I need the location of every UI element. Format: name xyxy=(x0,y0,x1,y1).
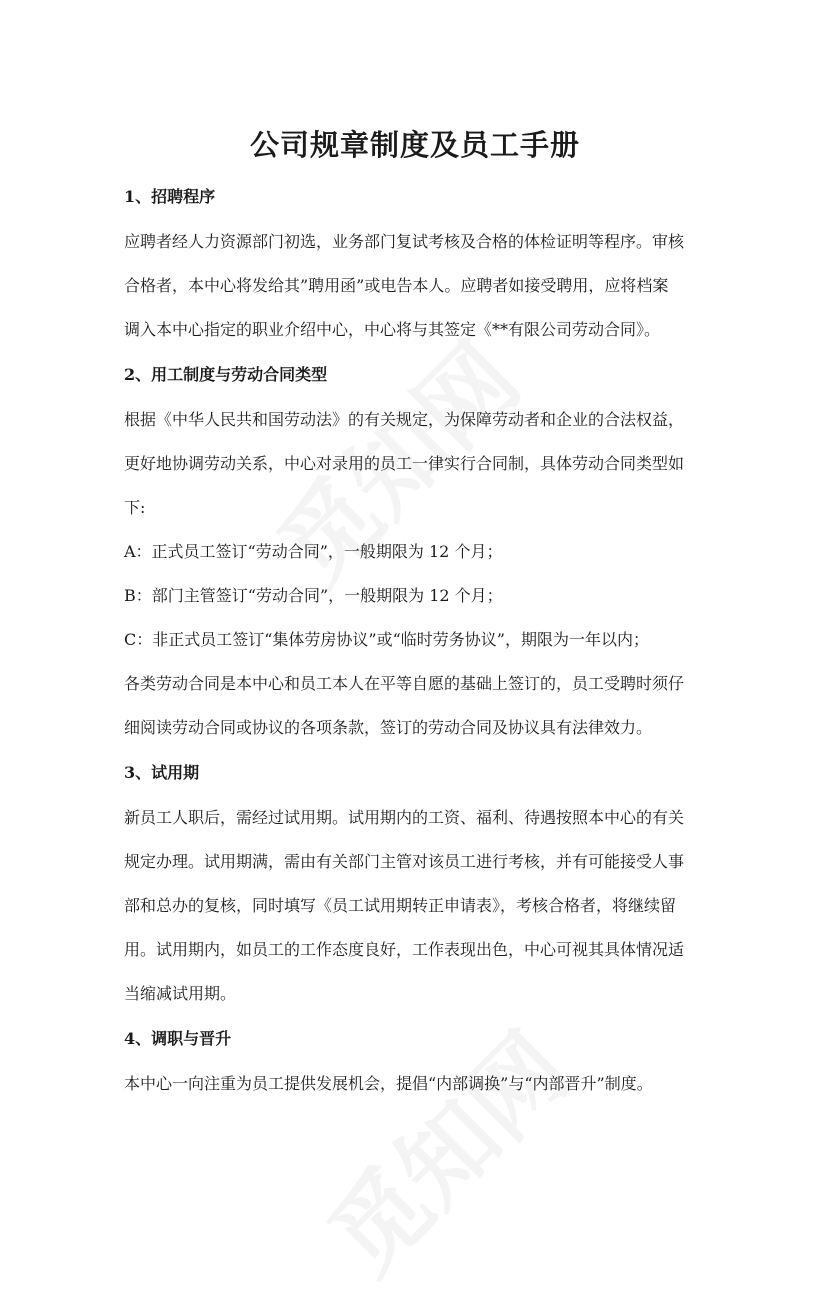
body-line: 应聘者经人力资源部门初选，业务部门复试考核及合格的体检证明等程序。审核 xyxy=(124,232,685,251)
body-line: B：部门主管签订“劳动合同”，一般期限为 12 个月； xyxy=(124,586,503,605)
body-line: 调入本中心指定的职业介绍中心，中心将与其签定《**有限公司劳动合同》。 xyxy=(124,320,661,339)
body-line: 部和总办的复核，同时填写《员工试用期转正申请表》，考核合格者，将继续留 xyxy=(124,896,677,915)
body-line: 细阅读劳动合同或协议的各项条款，签订的劳动合同及协议具有法律效力。 xyxy=(124,718,653,737)
section-heading: 4、调职与晋升 xyxy=(124,1029,232,1048)
section-body xyxy=(124,398,710,750)
body-line: C：非正式员工签订“集体劳房协议”或“临时劳务协议”，期限为一年以内； xyxy=(124,630,649,649)
body-line: 当缩减试用期。 xyxy=(124,984,237,1003)
body-line: 用。试用期内，如员工的工作态度良好，工作表现出色，中心可视其具体情况适 xyxy=(124,940,685,959)
body-line: 各类劳动合同是本中心和员工本人在平等自愿的基础上签订的，员工受聘时须仔 xyxy=(124,674,685,693)
body-line: 规定办理。试用期满，需由有关部门主管对该员工进行考核，并有可能接受人事 xyxy=(124,852,685,871)
section-heading: 3、试用期 xyxy=(124,763,200,782)
section-heading: 1、招聘程序 xyxy=(124,187,216,206)
section-body xyxy=(124,796,710,1016)
body-line: A：正式员工签订“劳动合同”，一般期限为 12 个月； xyxy=(124,542,503,561)
body-line: 新员工人职后，需经过试用期。试用期内的工资、福利、待遇按照本中心的有关 xyxy=(124,808,685,827)
document-title: 公司规章制度及员工手册 xyxy=(249,128,580,162)
section-body xyxy=(124,220,710,352)
section-heading: 2、用工制度与劳动合同类型 xyxy=(124,365,328,384)
section-recruitment xyxy=(124,174,830,352)
section-transfer-promotion xyxy=(124,1016,830,1106)
body-line: 本中心一向注重为员工提供发展机会，提倡“内部调换”与“内部晋升”制度。 xyxy=(124,1074,653,1093)
body-line: 下: xyxy=(124,498,146,517)
body-line: 更好地协调劳动关系，中心对录用的员工一律实行合同制，具体劳动合同类型如 xyxy=(124,454,685,473)
body-line: 合格者，本中心将发给其”聘用函”或电告本人。应聘者如接受聘用，应将档案 xyxy=(124,276,669,295)
section-body xyxy=(124,1062,710,1106)
section-employment-system xyxy=(124,352,830,750)
body-line: 根据《中华人民共和国劳动法》的有关规定，为保障劳动者和企业的合法权益， xyxy=(124,410,685,429)
section-probation xyxy=(124,750,830,1016)
